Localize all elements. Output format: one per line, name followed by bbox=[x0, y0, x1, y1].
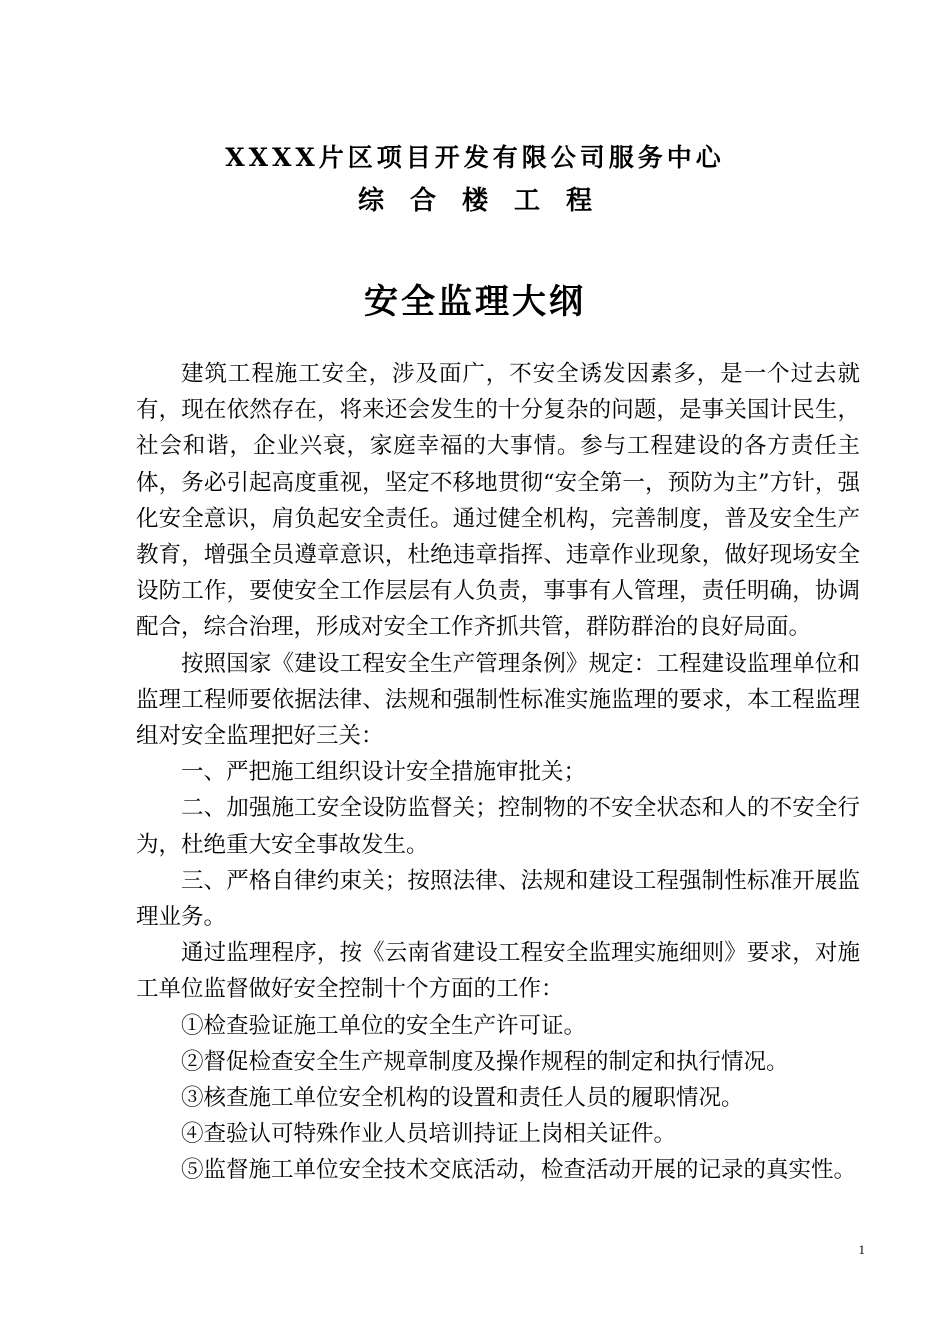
page-number: 1 bbox=[858, 1242, 865, 1257]
list-item: ①检查验证施工单位的安全生产许可证。 bbox=[181, 1012, 587, 1039]
list-item: ④查验认可特殊作业人员培训持证上岗相关证件。 bbox=[181, 1121, 677, 1148]
project-name: 综合楼工程 bbox=[357, 186, 618, 216]
paragraph-regulation: 按照国家《建设工程安全生产管理条例》规定：工程建设监理单位和监理工程师要依据法律、法规和强制性标准实施监理的要求，本工程监理组对安全监理把好三关： bbox=[136, 650, 860, 750]
paragraph-item-3: 三、严格自律约束关；按照法律、法规和建设工程强制性标准开展监理业务。 bbox=[136, 867, 860, 931]
paragraph-item-2: 二、加强施工安全设防监督关；控制物的不安全状态和人的不安全行为，杜绝重大安全事故发生。 bbox=[136, 795, 860, 858]
document-title: 安全监理大纲 bbox=[364, 282, 586, 322]
list-item: ③核查施工单位安全机构的设置和责任人员的履职情况。 bbox=[181, 1085, 744, 1112]
list-item: ⑤监督施工单位安全技术交底活动，检查活动开展的记录的真实性。 bbox=[181, 1157, 857, 1184]
document-body bbox=[136, 356, 860, 1189]
company-name: XXXX片区项目开发有限公司服务中心 bbox=[225, 143, 725, 172]
list-item: ②督促检查安全生产规章制度及操作规程的制定和执行情况。 bbox=[181, 1048, 789, 1075]
paragraph-intro: 建筑工程施工安全，涉及面广，不安全诱发因素多，是一个过去就有，现在依然存在，将来还会发生的十分复杂的问题，是事关国计民生，社会和谐，企业兴衰，家庭幸福的大事情。参与工程建设的各方责任主体，务必引起高度重视，坚定不移地贯彻“安全第一，预防为主”方针，强化安全意识，肩负起安全责任。通过健全机构，完善制度，普及安全生产教育，增强全员遵章意识，杜绝违章指挥、违章作业现象，做好现场安全设防工作，要使安全工作层层有人负责，事事有人管理，责任明确，协调配合，综合治理，形成对安全工作齐抓共管，群防群治的良好局面。 bbox=[136, 361, 860, 641]
paragraph-procedure: 通过监理程序，按《云南省建设工程安全监理实施细则》要求，对施工单位监督做好安全控制十个方面的工作： bbox=[136, 940, 860, 1003]
paragraph-item-1: 一、严把施工组织设计安全措施审批关； bbox=[181, 759, 587, 786]
